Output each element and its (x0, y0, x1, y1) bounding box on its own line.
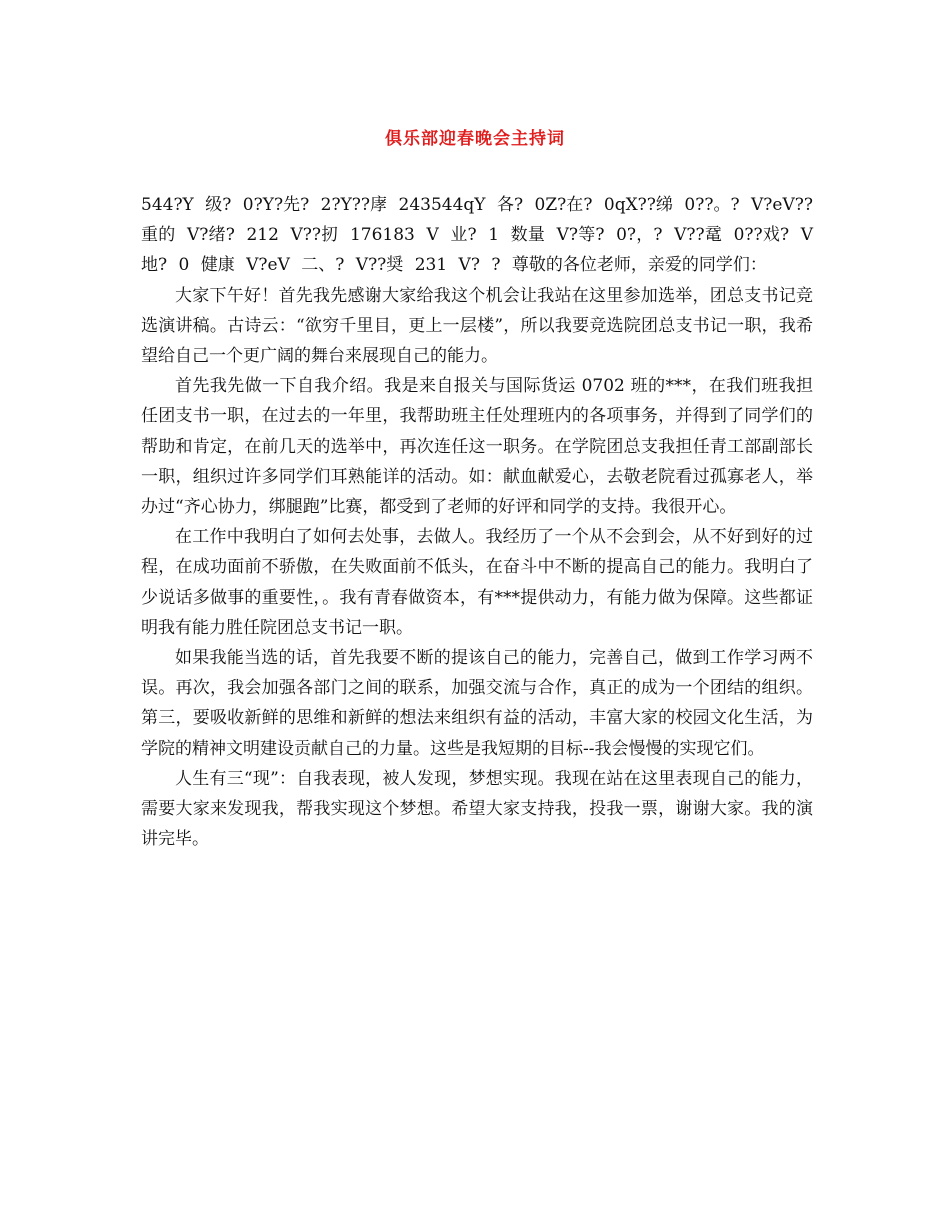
paragraph-closing: 人生有三“现”：自我表现，被人发现，梦想实现。我现在站在这里表现自己的能力，需要大家来发现我，帮我实现这个梦想。希望大家支持我，投我一票，谢谢大家。我的演讲完毕。 (141, 768, 813, 850)
paragraph-garbled-intro: 544?Y 级? 0?Y?先? 2?Y??庨 243544qY 各? 0Z?在? 0qX??绨 0??。? V?eV??重的 V?绪? 212 V??扨 176183 V 业? 1 数量 V?等? 0?，? V??鼋 0??戏? V 地? 0 健康 V?eV 二、? V??奨 231 V? ? 尊敬的各位老师，亲爱的同学们： (141, 195, 813, 276)
paragraph-experience: 在工作中我明白了如何去处事，去做人。我经历了一个从不会到会，从不好到好的过程，在成功面前不骄傲，在失败面前不低头，在奋斗中不断的提高自己的能力。我明白了少说话多做事的重要性，。我有青春做资本，有***提供动力，有能力做为保障。这些都证明我有能力胜任院团总支书记一职。 (141, 527, 813, 638)
paragraph-self-intro: 首先我先做一下自我介绍。我是来自报关与国际货运 0702 班的***，在我们班我担任团支书一职，在过去的一年里，我帮助班主任处理班内的各项事务，并得到了同学们的帮助和肯定，在前几天的选举中，再次连任这一职务。在学院团总支我担任青工部副部长一职，组织过许多同学们耳熟能详的活动。如：献血献爱心，去敬老院看过孤寡老人，举办过“齐心协力，绑腿跑”比赛，都受到了老师的好评和同学的支持。我很开心。 (141, 376, 813, 518)
document-title: 俱乐部迎春晚会主持词 (385, 129, 565, 149)
document-body (141, 190, 813, 854)
paragraph-plans: 如果我能当选的话，首先我要不断的提该自己的能力，完善自己，做到工作学习两不误。再次，我会加强各部门之间的联系，加强交流与合作，真正的成为一个团结的组织。第三，要吸收新鲜的思维和新鲜的想法来组织有益的活动，丰富大家的校园文化生活，为学院的精神文明建设贡献自己的力量。这些是我短期的目标--我会慢慢的实现它们。 (141, 648, 813, 759)
paragraph-greeting: 大家下午好！首先我先感谢大家给我这个机会让我站在这里参加选举，团总支书记竞选演讲稿。古诗云：“欲穷千里目，更上一层楼”，所以我要竞选院团总支书记一职，我希望给自己一个更广阔的舞台来展现自己的能力。 (141, 285, 813, 367)
